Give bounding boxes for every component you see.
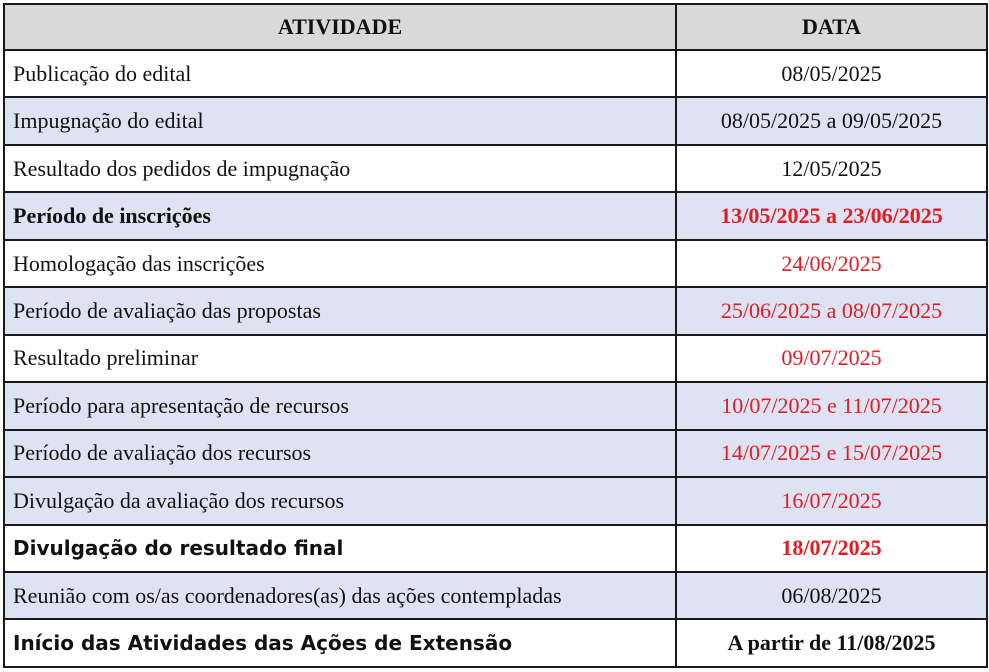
header-row xyxy=(4,4,987,50)
activity-column-header: ATIVIDADE xyxy=(4,4,676,50)
activity-cell: Reunião com os/as coordenadores(as) das ações contempladas xyxy=(4,572,676,619)
date-cell: 24/06/2025 xyxy=(676,240,987,287)
activity-cell: Divulgação da avaliação dos recursos xyxy=(4,477,676,524)
table-row xyxy=(4,477,987,524)
table-row xyxy=(4,619,987,667)
table-row xyxy=(4,97,987,144)
activity-cell: Período de avaliação dos recursos xyxy=(4,430,676,477)
date-cell: 18/07/2025 xyxy=(676,525,987,572)
table-row xyxy=(4,525,987,572)
activity-cell: Resultado preliminar xyxy=(4,335,676,382)
activity-cell: Período de inscrições xyxy=(4,192,676,239)
activity-cell: Período para apresentação de recursos xyxy=(4,382,676,429)
activity-cell: Período de avaliação das propostas xyxy=(4,287,676,334)
table-row xyxy=(4,382,987,429)
activity-cell: Publicação do edital xyxy=(4,50,676,97)
table-row xyxy=(4,572,987,619)
date-cell: 09/07/2025 xyxy=(676,335,987,382)
date-cell: 08/05/2025 a 09/05/2025 xyxy=(676,97,987,144)
table-row xyxy=(4,240,987,287)
activity-cell: Resultado dos pedidos de impugnação xyxy=(4,145,676,192)
table-row xyxy=(4,430,987,477)
date-cell: 14/07/2025 e 15/07/2025 xyxy=(676,430,987,477)
table-row xyxy=(4,335,987,382)
activity-cell: Homologação das inscrições xyxy=(4,240,676,287)
date-cell: A partir de 11/08/2025 xyxy=(676,619,987,667)
activity-cell: Impugnação do edital xyxy=(4,97,676,144)
date-cell: 13/05/2025 a 23/06/2025 xyxy=(676,192,987,239)
table-row xyxy=(4,145,987,192)
date-column-header: DATA xyxy=(676,4,987,50)
date-cell: 08/05/2025 xyxy=(676,50,987,97)
schedule-table xyxy=(3,3,988,668)
date-cell: 10/07/2025 e 11/07/2025 xyxy=(676,382,987,429)
table-row xyxy=(4,287,987,334)
date-cell: 16/07/2025 xyxy=(676,477,987,524)
activity-cell: Início das Atividades das Ações de Extensão xyxy=(4,619,676,667)
table-row xyxy=(4,192,987,239)
date-cell: 12/05/2025 xyxy=(676,145,987,192)
activity-cell: Divulgação do resultado final xyxy=(4,525,676,572)
table-row xyxy=(4,50,987,97)
date-cell: 25/06/2025 a 08/07/2025 xyxy=(676,287,987,334)
date-cell: 06/08/2025 xyxy=(676,572,987,619)
